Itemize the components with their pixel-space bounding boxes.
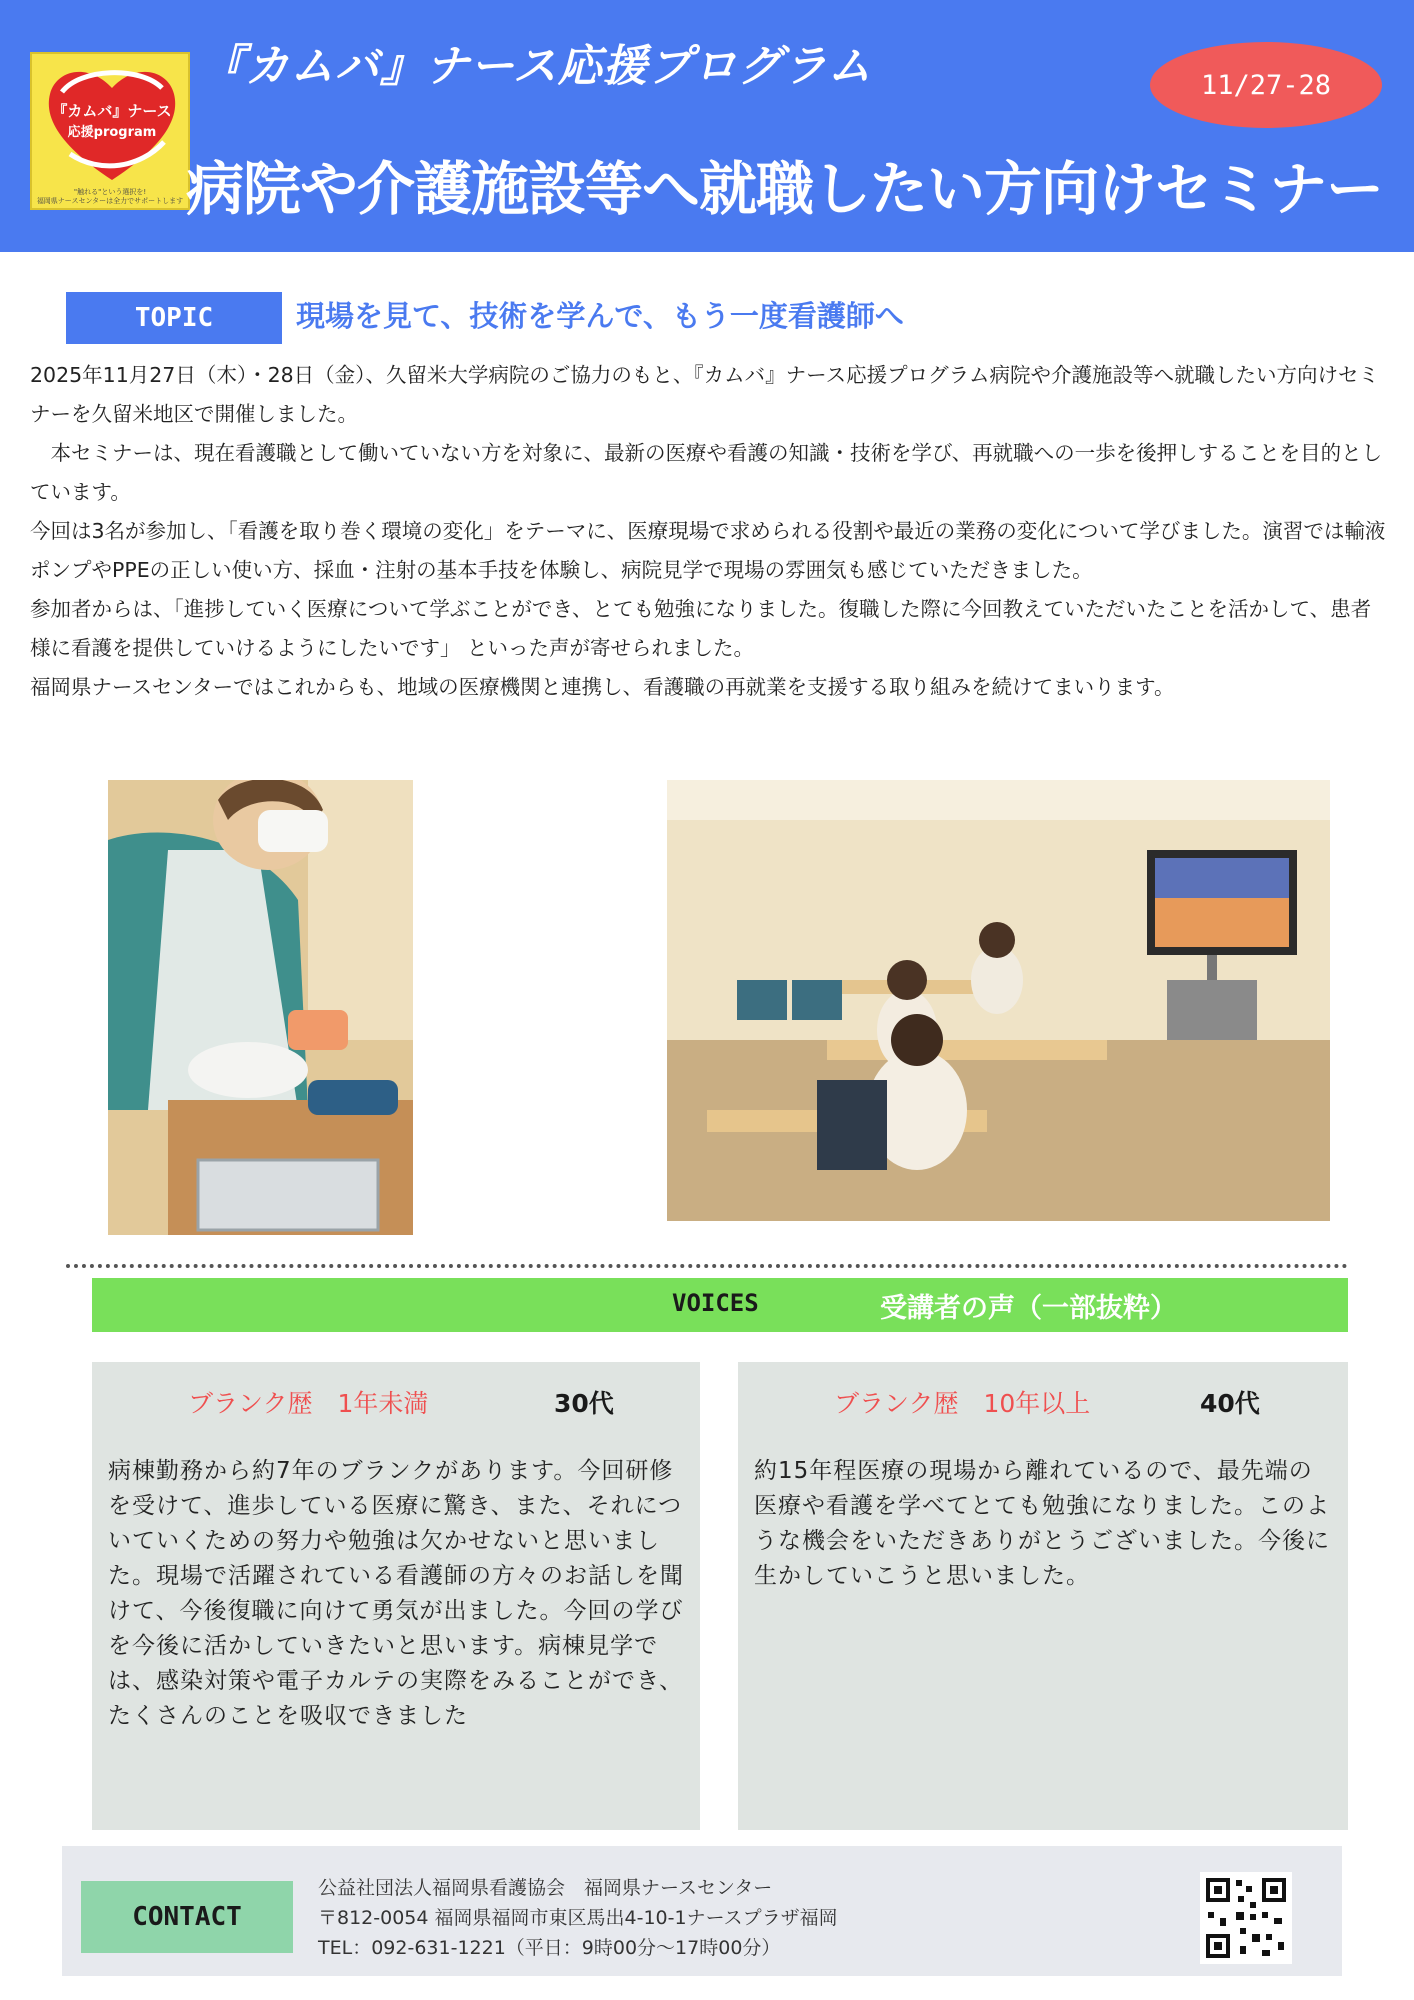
logo-org: 福岡県ナースセンターは全力でサポートします — [36, 197, 184, 205]
contact-org: 公益社団法人福岡県看護協会 福岡県ナースセンター — [318, 1877, 773, 1899]
voice-text: 病棟勤務から約7年のブランクがあります。今回研修を受けて、進歩している医療に驚き、また、それについていくための努力や勉強は欠かせないと思いました。現場で活躍されている看護師の方々のお話しを聞けて、今後復職に向けて勇気が出ました。今回の学びを今後に活かしていきたいと思います。病棟見学では、感染対策や電子カルテの実際をみることができ、たくさんのことを吸収できました — [108, 1458, 684, 1729]
voice-blank-period: ブランク歴 1年未満 — [188, 1389, 429, 1418]
nurse-illustration — [108, 780, 413, 1235]
contact-tel[interactable]: TEL：092-631-1221（平日：9時00分〜17時00分） — [318, 1937, 781, 1959]
photo-nurse-practice — [108, 780, 413, 1235]
program-title: 『カムバ』ナース応援プログラム — [200, 41, 873, 92]
contact-tag: CONTACT — [81, 1881, 293, 1953]
voice-age: 30代 — [554, 1389, 614, 1418]
voices-tag: VOICES — [672, 1289, 759, 1317]
voices-title: 受講者の声（一部抜粋） — [880, 1293, 1177, 1324]
qr-code-graphic — [1200, 1872, 1292, 1964]
logo-line2: 応援program — [67, 125, 157, 140]
topic-heading: 現場を見て、技術を学んで、もう一度看護師へ — [296, 299, 904, 333]
date-badge: 11/27-28 — [1150, 42, 1382, 128]
qr-code-icon[interactable] — [1200, 1872, 1292, 1964]
header-banner — [0, 0, 1414, 252]
voice-card — [92, 1362, 700, 1830]
voice-age: 40代 — [1200, 1389, 1260, 1418]
article-paragraph: 2025年11月27日（木）・28日（金）、久留米大学病院のご協力のもと、『カムバ』ナース応援プログラム病院や介護施設等へ就職したい方向けセミナーを久留米地区で開催しました。 — [30, 363, 1379, 426]
logo-tagline: "触れる"という選択を! — [73, 188, 147, 196]
contact-info — [318, 1873, 838, 1963]
heart-logo-icon — [40, 58, 184, 186]
contact-address: 〒812-0054 福岡県福岡市東区馬出4-10-1ナースプラザ福岡 — [318, 1907, 838, 1929]
logo-line1: 『カムバ』ナース — [52, 102, 172, 120]
program-logo — [30, 52, 190, 210]
article-body — [30, 356, 1386, 707]
article-paragraph: 本セミナーは、現在看護職として働いていない方を対象に、最新の医療や看護の知識・技術を学び、再就職への一歩を後押しすることを目的としています。 — [30, 441, 1383, 504]
voice-text: 約15年程医療の現場から離れているので、最先端の医療や看護を学べてとても勉強になりました。このような機会をいただきありがとうございました。今後に生かしていこうと思いました。 — [754, 1458, 1330, 1589]
section-divider — [66, 1264, 1348, 1268]
seminar-title: 病院や介護施設等へ就職したい方向けセミナー — [186, 155, 1384, 223]
voice-card — [738, 1362, 1348, 1830]
article-paragraph: 福岡県ナースセンターではこれからも、地域の医療機関と連携し、看護職の再就業を支援する取り組みを続けてまいります。 — [30, 675, 1175, 699]
voice-blank-period: ブランク歴 10年以上 — [834, 1389, 1091, 1418]
article-paragraph: 参加者からは、「進捗していく医療について学ぶことができ、とても勉強になりました。復職した際に今回教えていただいたことを活かして、患者様に看護を提供していけるようにしたいです」 といった声が寄せられました。 — [30, 597, 1372, 660]
topic-tag: TOPIC — [66, 292, 282, 344]
article-paragraph: 今回は3名が参加し、「看護を取り巻く環境の変化」をテーマに、医療現場で求められる役割や最近の業務の変化について学びました。演習では輸液ポンプやPPEの正しい使い方、採血・注射の基本手技を体験し、病院見学で現場の雰囲気も感じていただきました。 — [30, 519, 1386, 582]
photo-seminar-room — [667, 780, 1330, 1221]
classroom-illustration — [667, 780, 1330, 1221]
